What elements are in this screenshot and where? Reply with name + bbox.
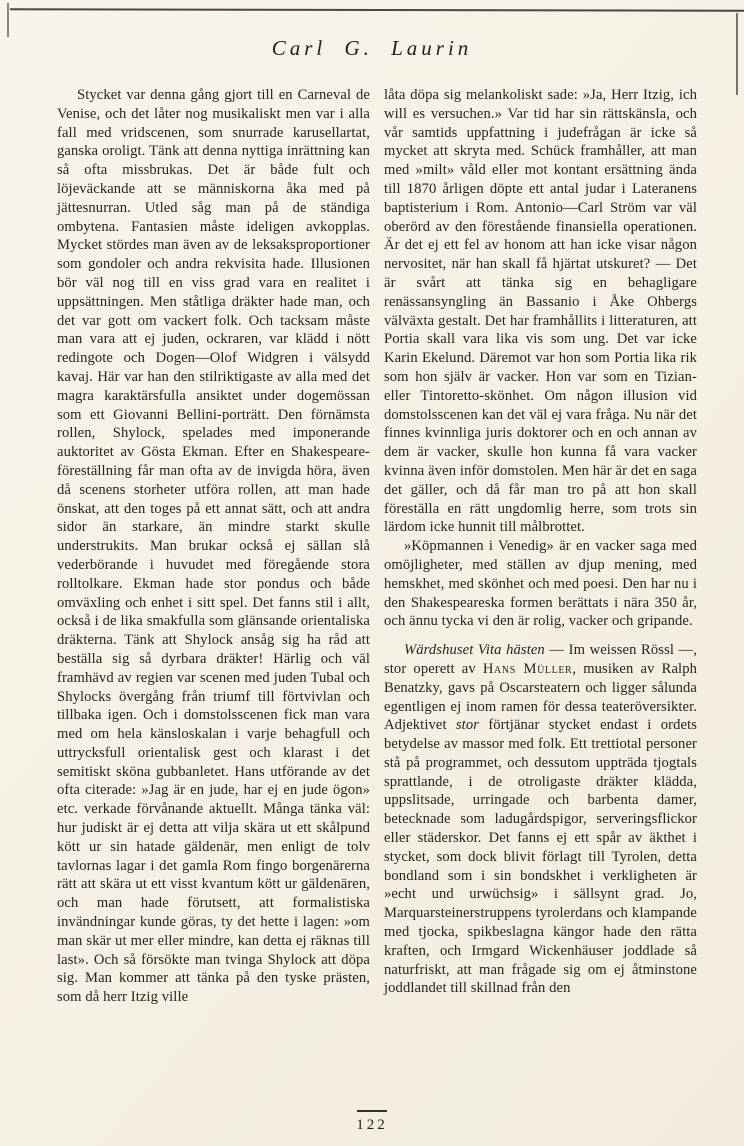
text-columns (57, 86, 697, 1007)
page-number: 122 (356, 1117, 388, 1133)
right-column (384, 86, 697, 1007)
scan-artifact-top-edge (10, 8, 744, 12)
running-header: Carl G. Laurin (271, 36, 473, 60)
left-column (57, 86, 370, 1007)
page-footer (0, 1110, 744, 1134)
paragraph-text: , musiken av Ralph Benatzky, gavs på Oscarsteatern och ligger sålunda egentligen ej inom ramen för dessa teateröversikter. Adjektivet (384, 660, 697, 734)
footer-rule (357, 1110, 387, 1112)
paragraph-conclusion: »Köpmannen i Venedig» är en vacker saga med omöjligheter, med ställen av djup mening, med hemskhet, med skönhet och med poesi. Den har nu i den Shakespeareska formen berättats i nära 350 år, och ännu tycka vi den är rolig, vacker och gripande. (384, 538, 697, 630)
paragraph-continuation: låta döpa sig melankoliskt sade: »Ja, Herr Itzig, ich will es versuchen.» Var tid har sin rättskänsla, och vår samtids uppfattning i judefrågan är icke så mycket att skryta med. Schück framhåller, att man med »milt» våld eller mot kontant ersättning ända till 1870 årligen döpte ett antal judar i Lateranens baptisterium i Rom. Antonio—Carl Ström var väl oberörd av den förestående finansiella operationen. Är det ej ett fel av honom att han icke visar någon nervositet, när han skall få hjärtat utskuret? — Det är svårt att tänka sig en behagligare renässansyngling än Bassanio i Åke Ohbergs välväxta gestalt. Det har framhållits i litteraturen, att Portia skall vara lika vis som ung. Det var icke Karin Ekelund. Däremot var hon som Portia lika rik som hon själv är vacker. Hon var som en Tizian- eller Tintoretto-skönhet. Om någon illusion vid domstolsscenen kan det väl ej vara fråga. Nu när det finnes kvinnliga juris doktorer och en och annan av dem är vacker, skulle hon kunna få vara vacker kvinna även inför domstolen. Men här är det en saga det gäller, och då får man tro på att hon skall föreställa en rätt ungdomlig herre, som trots sin lärdom icke hunnit till målbrottet. (384, 87, 697, 536)
paragraph-review (384, 641, 697, 998)
work-title: Wärdshuset Vita hästen (404, 642, 545, 659)
person-name: Hans Müller (482, 660, 573, 677)
paragraph-main: Stycket var denna gång gjort till en Carneval de Venise, och det låter nog musikaliskt men var i alla fall med vridscenen, som snurrade karusellartat, ganska oroligt. Tänk att denna nyttiga inrättning kan så ofta missbrukas. Det är både fult och löjeväckande att se människorna åka med på jättesnurran. Utled såg man på de ständiga ombytena. Fantasien måste ideligen avkopplas. Mycket stördes man även av de leksaksproportioner som gondoler och andra rekvisita hade. Illusionen bör väl nog till en viss grad vara en realitet i uppsättningen. Men ståtliga dräkter hade man, och det var gott om vackert folk. Och tacksam måste man vara att ej juden, ockraren, var klädd i nött redingote och Dogen—Olof Widgren i välsydd kavaj. Här var han den stilriktigaste av alla med det magra karaktärsfulla ansiktet under dogemössan som ett Giovanni Bellini-porträtt. Den förnämsta rollen, Shylock, spelades med imponerande auktoritet av Gösta Ekman. Efter en Shakespeare-föreställning får man ofta av de invigda höra, även då scenens storheter utföra rollen, att man hade önskat, att den toges på ett annat sätt, och att andra sidor än starkare, än mindre starkt skulle understrukits. Man brukar också ej sällan slå vederbörande i huvudet med föregående stora rolltolkare. Ekman hade stor pondus och både omväxling och enhet i sitt spel. Det fanns stil i allt, också i de lika smakfulla som glänsande orientaliska dräkterna. Tänk att Shylock ansåg sig ha råd att beställa sig så dyrbara dräkter! Härlig och väl framhävd av regien var scenen med juden Tubal och Shylocks övergång från triumf till förtvivlan och tillbaka igen. Och i domstolsscenen fick man vara med om hela känsloskalan i varje behagfull och uttrycksfull orientalisk gest och klarast i det semitiskt sköna gubbanletet. Hans utförande av det ofta citerade: »Jag är en jude, har ej en jude ögon» etc. verkade förvånande aktuellt. Många tänka väl: hur judiskt är ej detta att vilja skära ut ett skålpund kött ur sin hatade gäldenär, men enligt de tolv tavlornas lagar i det gamla Rom fingo borgenärerna rätt att skära ut ett visst kvantum kött ur gäldenären, och man hade förutsett, att formalistiska invändningar kunde göras, ty det hette i lagen: »om man skär ut mer eller mindre, kan detta ej räknas till last». Och så försökte man tvinga Shylock att döpa sig. Man kommer att tänka på den tyske prästen, som då herr Itzig ville (57, 87, 370, 1006)
paragraph-text: — Im weissen Rössl —, stor operett av (384, 642, 697, 677)
scan-artifact-left-edge (7, 3, 9, 37)
paragraph-text: förtjänar stycket endast i ordets betydelse av massor med folk. Ett trettiotal personer stå på programmet, och dessutom uppträda tjogtals sprattlande, i de otroligaste dräkter klädda, uppslitsade, urringade och barbenta damer, betecknade som ladugårdspigor, serveringsflickor eller städerskor. Det fanns ej ett spår av äkthet i stycket, som dock blivit förlagt till Tyrolen, detta bondland som i sin bondskhet i verkligheten är »echt und urwüchsig» i sällsynt grad. Jo, Marquarsteinerstruppens tyrolerdans och klampande med tjocka, spikbeslagna kängor hade den rätta kraften, och Irmgard Wickenhäuser joddlade så naturfriskt, att man frågade sig om ej åtminstone joddlandet till skillnad från den (384, 717, 697, 997)
emphasis-word: stor (455, 717, 480, 734)
